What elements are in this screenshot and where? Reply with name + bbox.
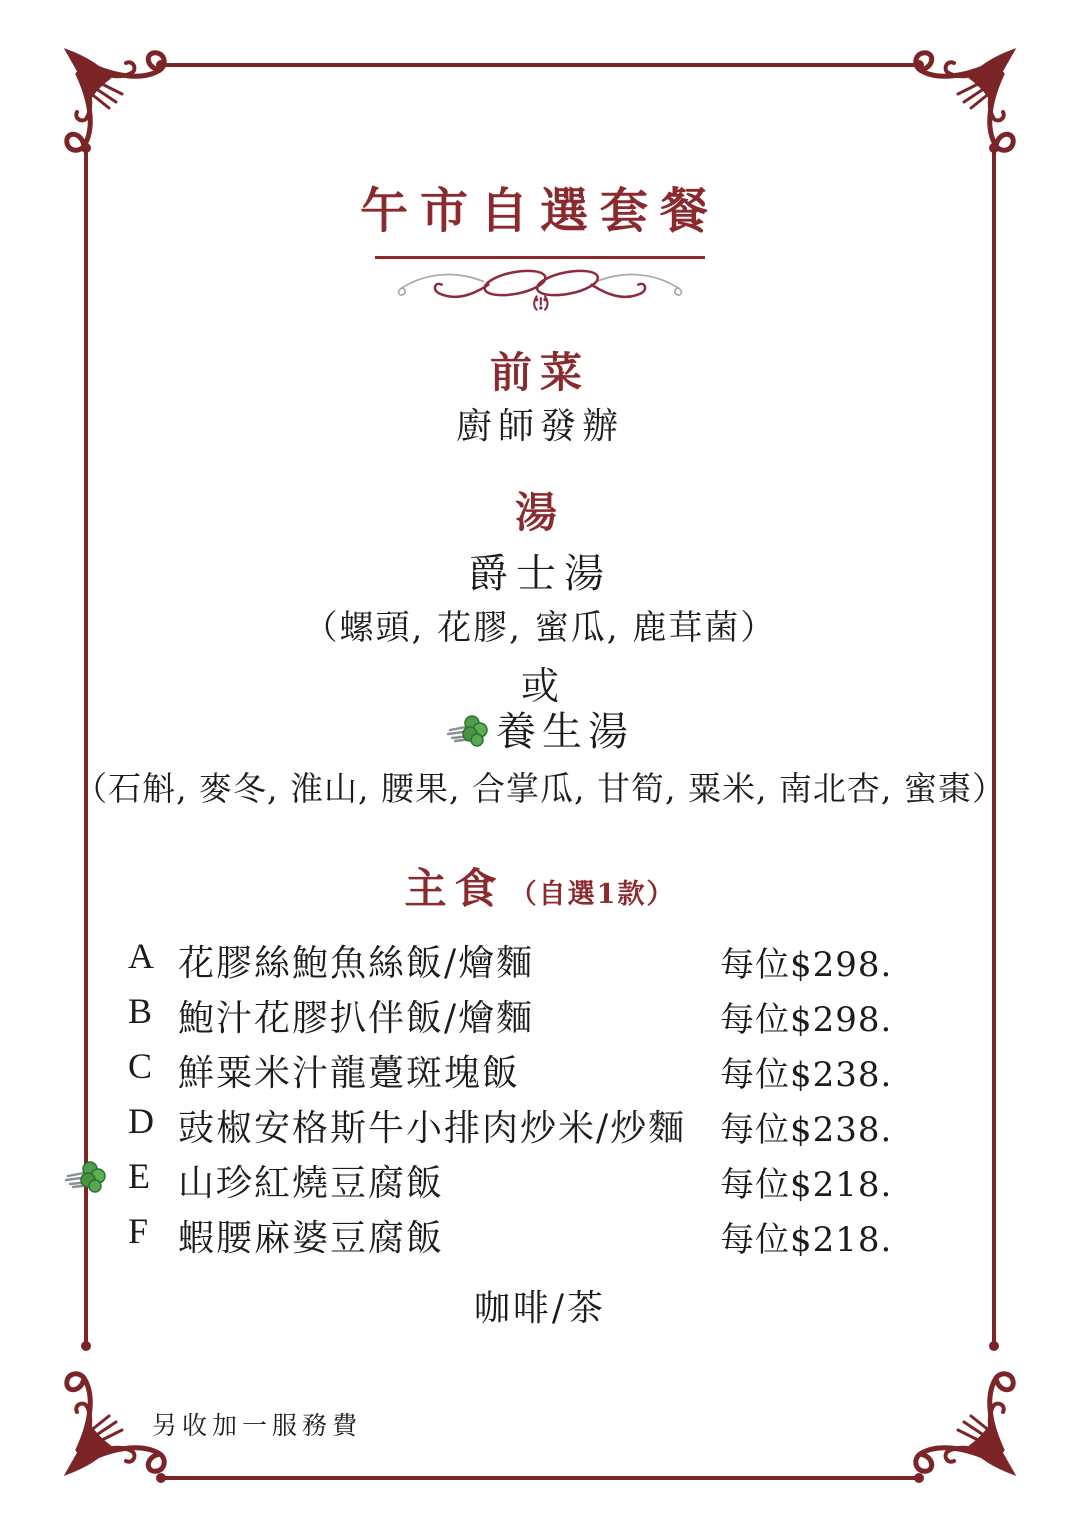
item-price: 每位$298. [720,1000,893,1040]
corner-flourish-icon [56,42,186,172]
item-price: 每位$218. [720,1165,893,1205]
page-title: 午市自選套餐 [359,183,720,239]
menu-item-row [128,1210,918,1258]
appetizer-item: 廚師發辦 [455,406,624,447]
item-letter: B [128,991,153,1031]
item-price: 每位$238. [720,1055,893,1095]
corner-flourish-icon [894,42,1024,172]
item-letter: D [128,1101,154,1141]
soup-option-2 [0,700,1080,757]
item-letter: E [128,1156,150,1196]
menu-item-row [128,1100,918,1148]
menu-item-row [128,935,918,983]
frame-dot [989,1341,999,1351]
service-charge-footnote: 另收加一服務費 [152,1411,363,1440]
mains-heading-row [0,856,1080,916]
menu-item-row [128,1045,918,1093]
mains-heading: 主食 [404,864,505,913]
soup-heading: 湯 [514,488,565,537]
vegetarian-icon [446,713,490,751]
menu-item-row [128,990,918,1038]
item-name: 花膠絲鮑魚絲飯/燴麵 [178,943,535,984]
appetizer-heading: 前菜 [489,348,590,397]
item-letter: C [128,1046,153,1086]
vegetarian-icon [64,1159,108,1197]
soup-option-2-label: 養生湯 [496,709,634,755]
soup-option-1: 爵士湯 [468,551,612,597]
soup-option-2-ingredients: （石斛, 麥冬, 淮山, 腰果, 合掌瓜, 甘筍, 粟米, 南北杏, 蜜棗） [74,769,1006,808]
frame-dot [81,1341,91,1351]
corner-flourish-icon [894,1352,1024,1482]
item-name: 鮮粟米汁龍躉斑塊飯 [178,1053,521,1094]
frame-bottom-line [164,1476,916,1480]
beverage-label: 咖啡/茶 [473,1288,607,1329]
item-name: 蝦腰麻婆豆腐飯 [178,1218,445,1259]
item-name: 豉椒安格斯牛小排肉炒米/炒麵 [178,1108,687,1149]
item-name: 山珍紅燒豆腐飯 [178,1163,445,1204]
item-name: 鮑汁花膠扒伴飯/燴麵 [178,998,535,1039]
title-divider-line [375,256,705,259]
item-price: 每位$238. [720,1110,893,1150]
soup-option-1-ingredients: （螺頭, 花膠, 蜜瓜, 鹿茸菌） [303,608,777,648]
frame-top-line [164,63,916,67]
item-letter: F [128,1211,149,1251]
item-price: 每位$298. [720,945,893,985]
mains-choose-note: （自選1款） [509,879,676,910]
title-flourish-icon [390,263,690,318]
item-letter: A [128,936,154,976]
menu-item-row [128,1155,918,1203]
item-price: 每位$218. [720,1220,893,1260]
soup-or-label: 或 [520,664,559,708]
